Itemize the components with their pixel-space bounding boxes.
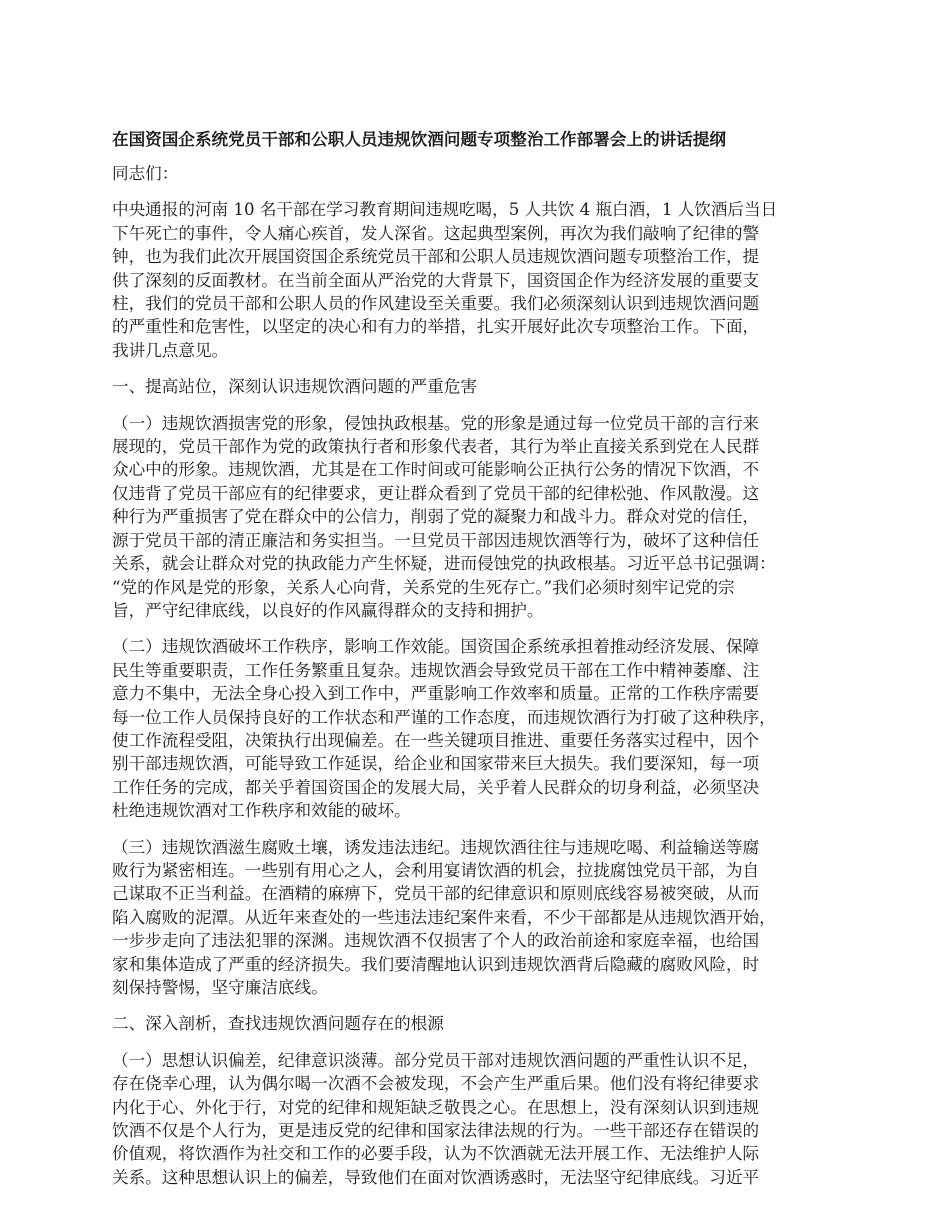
- section-2-paragraph-1: [112, 1049, 842, 1189]
- text-line: （一）违规饮酒损害党的形象，侵蚀执政根基。党的形象是通过每一位党员干部的言行来: [112, 413, 760, 433]
- text-line: 展现的，党员干部作为党的政策执行者和形象代表者，其行为举止直接关系到党在人民群: [112, 437, 760, 457]
- text-line: 价值观，将饮酒作为社交和工作的必要手段，认为不饮酒就无法开展工作、无法维护人际: [112, 1144, 760, 1164]
- text-line: （一）思想认识偏差，纪律意识淡薄。部分党员干部对违规饮酒问题的严重性认识不足，: [112, 1050, 760, 1070]
- intro-paragraph: [112, 198, 842, 362]
- section-2-heading: 二、深入剖析，查找违规饮酒问题存在的根源: [112, 1014, 444, 1034]
- text-line: 每一位工作人员保持良好的工作状态和严谨的工作态度，而违规饮酒行为打破了这种秩序，: [112, 707, 776, 727]
- text-line: 别干部违规饮酒，可能导致工作延误，给企业和国家带来巨大损失。我们要深知，每一项: [112, 754, 760, 774]
- text-line: 意力不集中，无法全身心投入到工作中，严重影响工作效率和质量。正常的工作秩序需要: [112, 684, 760, 704]
- text-line: 关系。这种思想认识上的偏差，导致他们在面对饮酒诱惑时，无法坚守纪律底线。习近平: [112, 1167, 760, 1187]
- section-1-paragraph-3: [112, 836, 842, 1000]
- salutation: 同志们：: [112, 164, 179, 183]
- text-line: （二）违规饮酒破坏工作秩序，影响工作效能。国资国企系统承担着推动经济发展、保障: [112, 637, 760, 657]
- text-line: 内化于心、外化于行，对党的纪律和规矩缺乏敬畏之心。在思想上，没有深刻认识到违规: [112, 1097, 760, 1117]
- text-line: 杜绝违规饮酒对工作秩序和效能的破坏。: [112, 801, 411, 821]
- text-line: 存在侥幸心理，认为偶尔喝一次酒不会被发现，不会产生严重后果。他们没有将纪律要求: [112, 1074, 760, 1094]
- text-line: 源于党员干部的清正廉洁和务实担当。一旦党员干部因违规饮酒等行为，破坏了这种信任: [112, 530, 760, 550]
- text-line: 关系，就会让群众对党的执政能力产生怀疑，进而侵蚀党的执政根基。习近平总书记强调：: [112, 554, 776, 574]
- text-line: 使工作流程受阻，决策执行出现偏差。在一些关键项目推进、重要任务落实过程中，因个: [112, 730, 760, 750]
- text-line: 众心中的形象。违规饮酒，尤其是在工作时间或可能影响公正执行公务的情况下饮酒，不: [112, 460, 760, 480]
- text-line: 柱，我们的党员干部和公职人员的作风建设至关重要。我们必须深刻认识到违规饮酒问题: [112, 294, 760, 314]
- text-line: 刻保持警惕，坚守廉洁底线。: [112, 978, 328, 997]
- text-line: 己谋取不正当利益。在酒精的麻痹下，党员干部的纪律意识和原则底线容易被突破，从而: [112, 884, 760, 904]
- text-line: 仅违背了党员干部应有的纪律要求，更让群众看到了党员干部的纪律松弛、作风散漫。这: [112, 483, 760, 503]
- text-line: 败行为紧密相连。一些别有用心之人，会利用宴请饮酒的机会，拉拢腐蚀党员干部，为自: [112, 860, 760, 880]
- section-1-paragraph-2: [112, 635, 842, 822]
- text-line: 中央通报的河南 10 名干部在学习教育期间违规吃喝，5 人共饮 4 瓶白酒，1 人饮酒后当日: [112, 200, 778, 220]
- document-title: 在国资国企系统党员干部和公职人员违规饮酒问题专项整治工作部署会上的讲话提纲: [112, 130, 726, 149]
- text-line: 民生等重要职责，工作任务繁重且复杂。违规饮酒会导致党员干部在工作中精神萎靡、注: [112, 660, 760, 680]
- text-line: 种行为严重损害了党在群众中的公信力，削弱了党的凝聚力和战斗力。群众对党的信任，: [112, 507, 760, 527]
- text-line: 供了深刻的反面教材。在当前全面从严治党的大背景下，国资国企作为经济发展的重要支: [112, 270, 760, 290]
- text-line: 一步步走向了违法犯罪的深渊。违规饮酒不仅损害了个人的政治前途和家庭幸福，也给国: [112, 931, 760, 951]
- text-line: 钟，也为我们此次开展国资国企系统党员干部和公职人员违规饮酒问题专项整治工作，提: [112, 247, 760, 267]
- text-line: 我讲几点意见。: [112, 340, 229, 360]
- section-1-paragraph-1: [112, 412, 842, 623]
- text-line: （三）违规饮酒滋生腐败土壤，诱发违法违纪。违规饮酒往往与违规吃喝、利益输送等腐: [112, 837, 760, 857]
- section-1-heading: 一、提高站位，深刻认识违规饮酒问题的严重危害: [112, 377, 478, 397]
- text-line: 家和集体造成了严重的经济损失。我们要清醒地认识到违规饮酒背后隐藏的腐败风险，时: [112, 954, 760, 974]
- text-line: 饮酒不仅是个人行为，更是违反党的纪律和国家法律法规的行为。一些干部还存在错误的: [112, 1121, 760, 1141]
- text-line: 下午死亡的事件，令人痛心疾首，发人深省。这起典型案例，再次为我们敲响了纪律的警: [112, 223, 760, 243]
- text-line: 的严重性和危害性，以坚定的决心和有力的举措，扎实开展好此次专项整治工作。下面，: [112, 317, 760, 337]
- text-line: 旨，严守纪律底线，以良好的作风赢得群众的支持和拥护。: [112, 600, 544, 620]
- text-line: 工作任务的完成，都关乎着国资国企的发展大局，关乎着人民群众的切身利益，必须坚决: [112, 777, 760, 797]
- document-page: [112, 128, 842, 1202]
- text-line: 陷入腐败的泥潭。从近年来查处的一些违法违纪案件来看，不少干部都是从违规饮酒开始，: [112, 907, 776, 927]
- text-line: “党的作风是党的形象，关系人心向背，关系党的生死存亡。”我们必须时刻牢记党的宗: [112, 577, 735, 597]
